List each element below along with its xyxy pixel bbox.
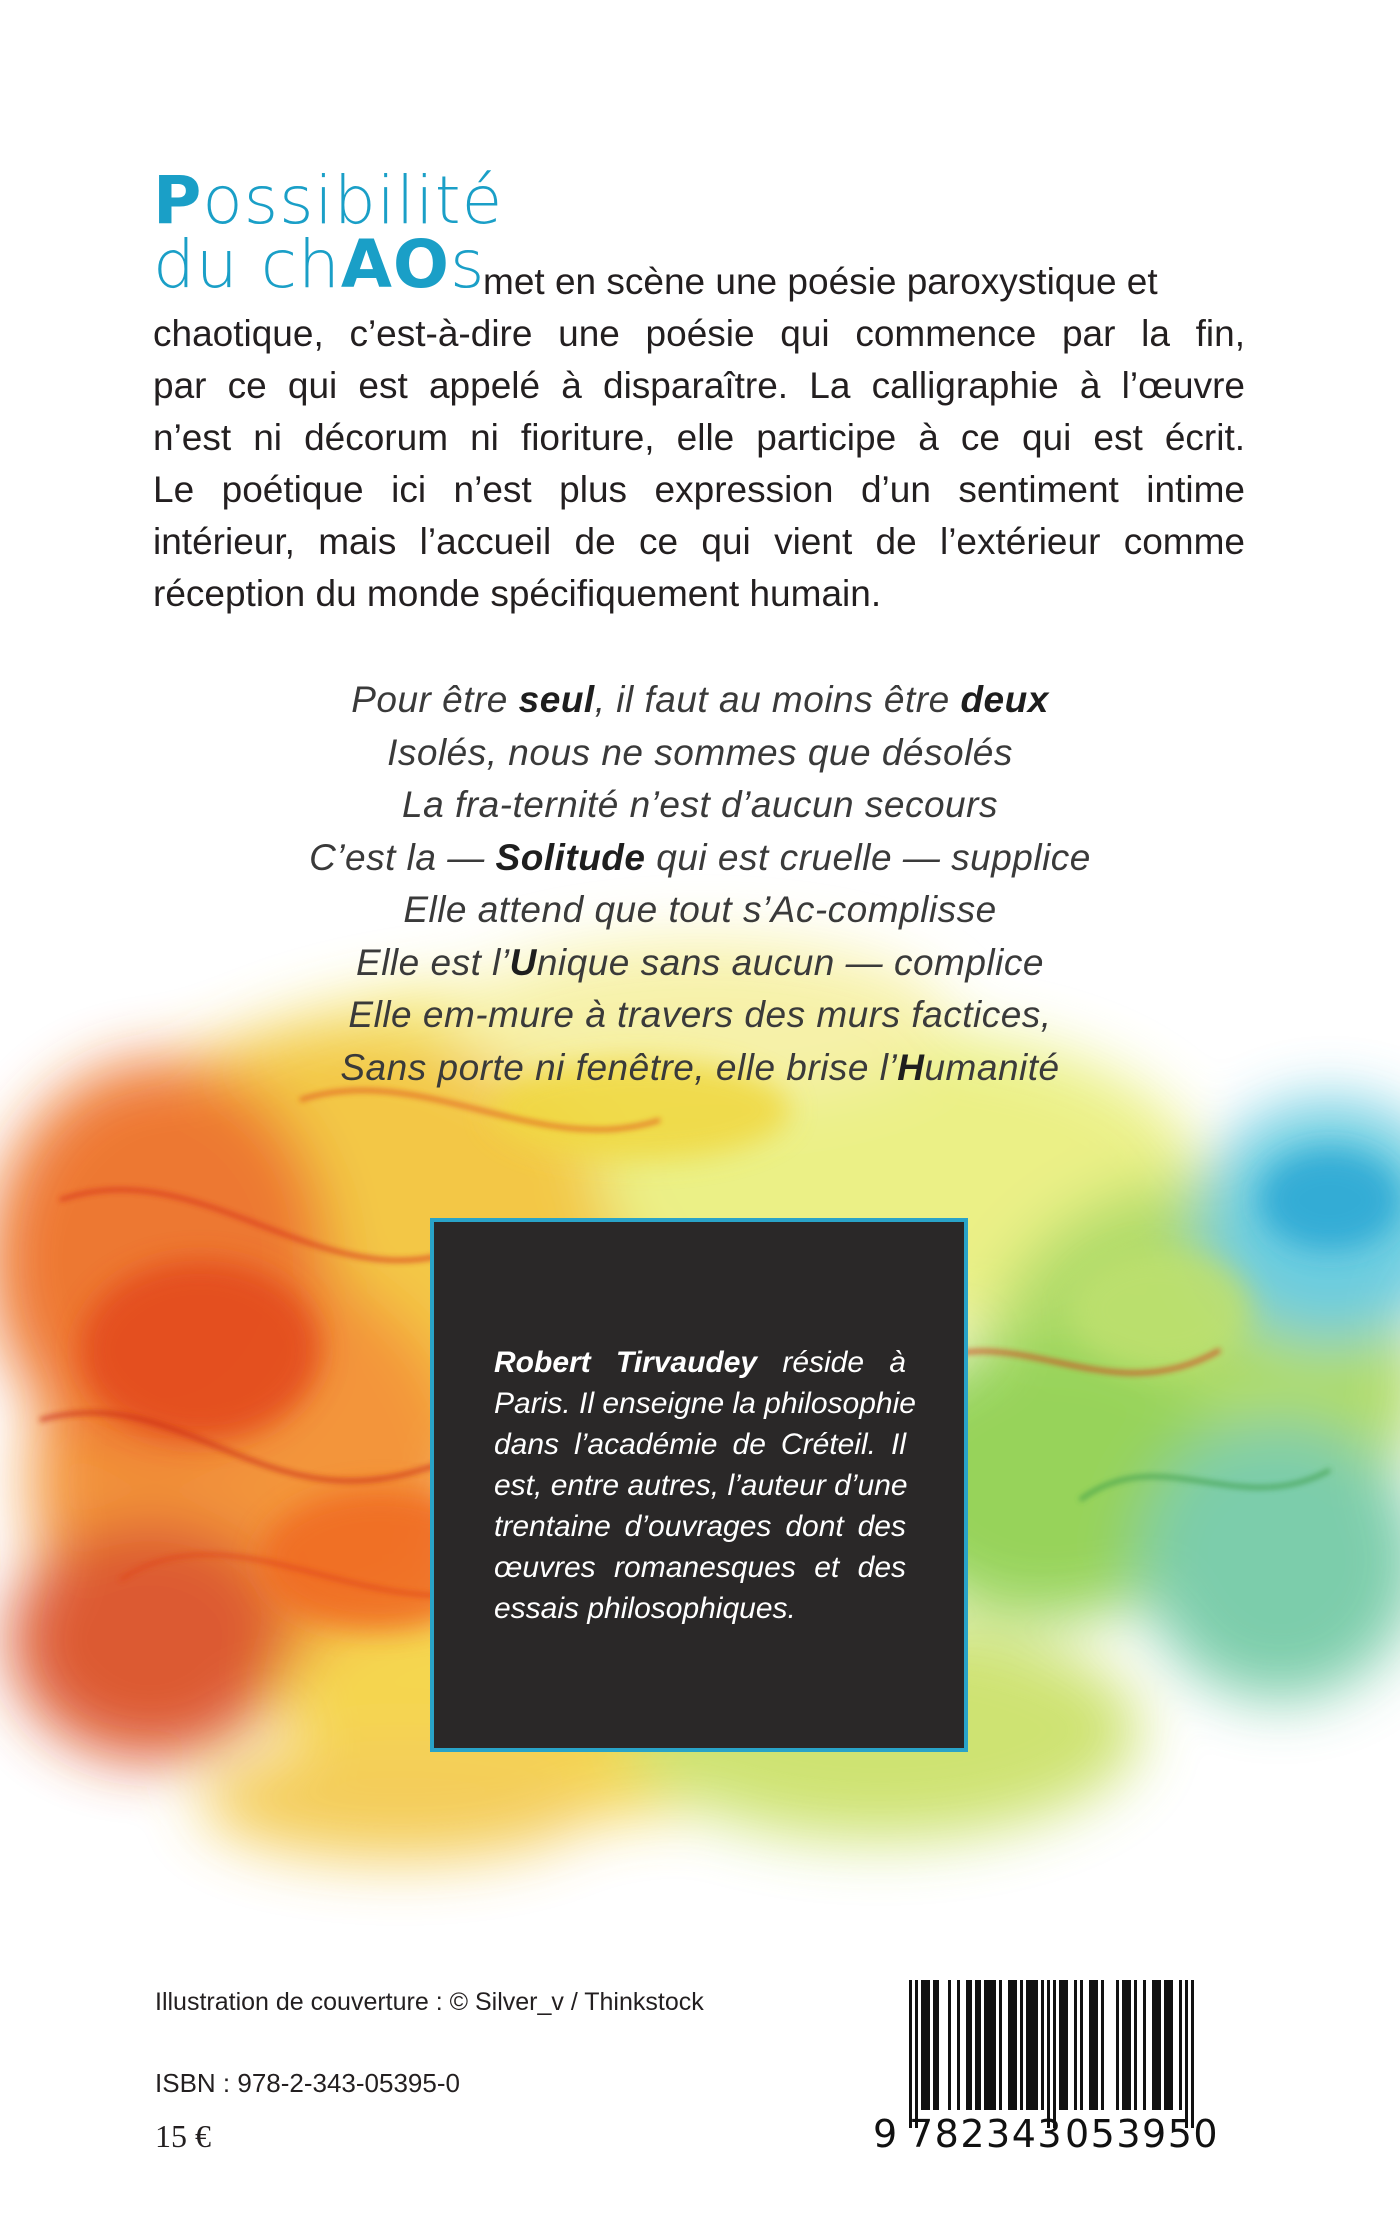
author-name: Robert Tirvaudey xyxy=(494,1346,758,1379)
barcode-bar xyxy=(978,1980,981,2110)
poem-line: Sans porte ni fenêtre, elle brise l’Humanité xyxy=(340,1046,1060,1088)
author-bio-line: Robert Tirvaudey réside à xyxy=(494,1346,906,1379)
synopsis-line: par ce qui est appelé à disparaître. La calligraphie à l’œuvre xyxy=(153,365,1245,406)
barcode-bar xyxy=(1047,1980,1050,2128)
barcode-bar xyxy=(1122,1980,1125,2110)
barcode-bar xyxy=(1089,1980,1092,2110)
barcode-bar xyxy=(999,1980,1002,2110)
barcode-bar xyxy=(957,1980,960,2110)
barcode-bar xyxy=(1170,1980,1173,2110)
barcode-bar xyxy=(1065,1980,1068,2110)
barcode-bar xyxy=(1116,1980,1119,2110)
barcode-bar xyxy=(1014,1980,1017,2110)
barcode-group-2: 053950 xyxy=(1065,2112,1220,2156)
poem-line: La fra-ternité n’est d’aucun secours xyxy=(402,784,998,825)
barcode-bar xyxy=(1092,1980,1095,2110)
barcode-bar xyxy=(1011,1980,1014,2110)
synopsis xyxy=(153,308,1245,620)
barcode-bar xyxy=(1032,1980,1035,2110)
barcode xyxy=(873,1980,1229,2170)
barcode-group-1: 782343 xyxy=(909,2112,1064,2156)
author-bio-line: Paris. Il enseigne la philosophie xyxy=(494,1387,916,1420)
poem-line: Elle est l’Unique sans aucun — complice xyxy=(356,941,1044,983)
book-title-line1: Possibilité xyxy=(153,162,504,239)
barcode-bar xyxy=(1008,1980,1011,2110)
barcode-bar xyxy=(936,1980,939,2110)
barcode-bar xyxy=(984,1980,987,2110)
barcode-bar xyxy=(1095,1980,1098,2110)
barcode-bar xyxy=(987,1980,990,2110)
author-bio-line: dans l’académie de Créteil. Il xyxy=(494,1428,906,1461)
barcode-bar xyxy=(927,1980,930,2110)
poem-line: Elle attend que tout s’Ac-complisse xyxy=(403,889,997,930)
barcode-bar xyxy=(1164,1980,1167,2110)
synopsis-line: n’est ni décorum ni fioriture, elle participe à ce qui est écrit. xyxy=(153,417,1245,458)
poem-line: Pour être seul, il faut au moins être deux xyxy=(351,679,1049,720)
barcode-bar xyxy=(1041,1980,1044,2110)
barcode-bar xyxy=(1020,1980,1023,2110)
barcode-bar xyxy=(1128,1980,1131,2110)
barcode-bar xyxy=(1134,1980,1137,2110)
barcode-first-digit: 9 xyxy=(873,2112,899,2156)
barcode-bar xyxy=(1080,1980,1083,2110)
barcode-bar xyxy=(1026,1980,1029,2110)
barcode-bar xyxy=(921,1980,924,2110)
barcode-bar xyxy=(1053,1980,1056,2128)
barcode-bar xyxy=(915,1980,918,2128)
barcode-bar xyxy=(1185,1980,1188,2128)
synopsis-first-line: met en scène une poésie paroxystique et xyxy=(483,261,1158,302)
barcode-digits xyxy=(873,2112,1229,2162)
barcode-bar xyxy=(975,1980,978,2110)
synopsis-line: chaotique, c’est-à-dire une poésie qui commence par la fin, xyxy=(153,313,1245,354)
author-bio-line: œuvres romanesques et des xyxy=(494,1551,906,1584)
author-bio-line: essais philosophiques. xyxy=(494,1592,796,1625)
barcode-bar xyxy=(1035,1980,1038,2110)
synopsis-line: réception du monde spécifiquement humain. xyxy=(153,573,882,614)
barcode-bar xyxy=(1059,1980,1062,2110)
price: 15 € xyxy=(155,2118,211,2154)
barcode-bar xyxy=(1125,1980,1128,2110)
poem-line: Isolés, nous ne sommes que désolés xyxy=(387,731,1013,773)
barcode-bar xyxy=(990,1980,993,2110)
barcode-bar xyxy=(1143,1980,1146,2110)
poem-line: Elle em-mure à travers des murs factices, xyxy=(348,994,1052,1035)
barcode-bar xyxy=(993,1980,996,2110)
isbn: ISBN : 978-2-343-05395-0 xyxy=(155,2068,460,2098)
author-bio-box xyxy=(430,1218,968,1752)
author-bio-line: est, entre autres, l’auteur d’une xyxy=(494,1469,908,1502)
barcode-bar xyxy=(966,1980,969,2110)
barcode-bar xyxy=(924,1980,927,2110)
barcode-bar xyxy=(969,1980,972,2110)
poem xyxy=(150,674,1250,1094)
barcode-bar xyxy=(1074,1980,1077,2110)
barcode-bars xyxy=(873,1980,1229,2130)
author-bio-line: trentaine d’ouvrages dont des xyxy=(494,1510,906,1543)
barcode-bar xyxy=(1155,1980,1158,2110)
author-bio xyxy=(494,1342,916,1629)
illustration-credit: Illustration de couverture : © Silver_v / Thinkstock xyxy=(155,1988,704,2016)
barcode-bar xyxy=(933,1980,936,2110)
barcode-bar xyxy=(1158,1980,1161,2110)
synopsis-line: intérieur, mais l’accueil de ce qui vient de l’extérieur comme xyxy=(153,521,1245,562)
barcode-bar xyxy=(1179,1980,1182,2110)
barcode-bar xyxy=(1191,1980,1194,2128)
barcode-bar xyxy=(909,1980,912,2128)
barcode-bar xyxy=(948,1980,951,2110)
book-title-line2: du chAOs xyxy=(153,226,486,303)
synopsis-line: Le poétique ici n’est plus expression d’un sentiment intime xyxy=(153,469,1245,510)
barcode-bar xyxy=(1029,1980,1032,2110)
barcode-bar xyxy=(1152,1980,1155,2110)
poem-line: C’est la — Solitude qui est cruelle — supplice xyxy=(309,836,1091,878)
barcode-bar xyxy=(1167,1980,1170,2110)
barcode-bar xyxy=(1062,1980,1065,2110)
barcode-bar xyxy=(1101,1980,1104,2110)
